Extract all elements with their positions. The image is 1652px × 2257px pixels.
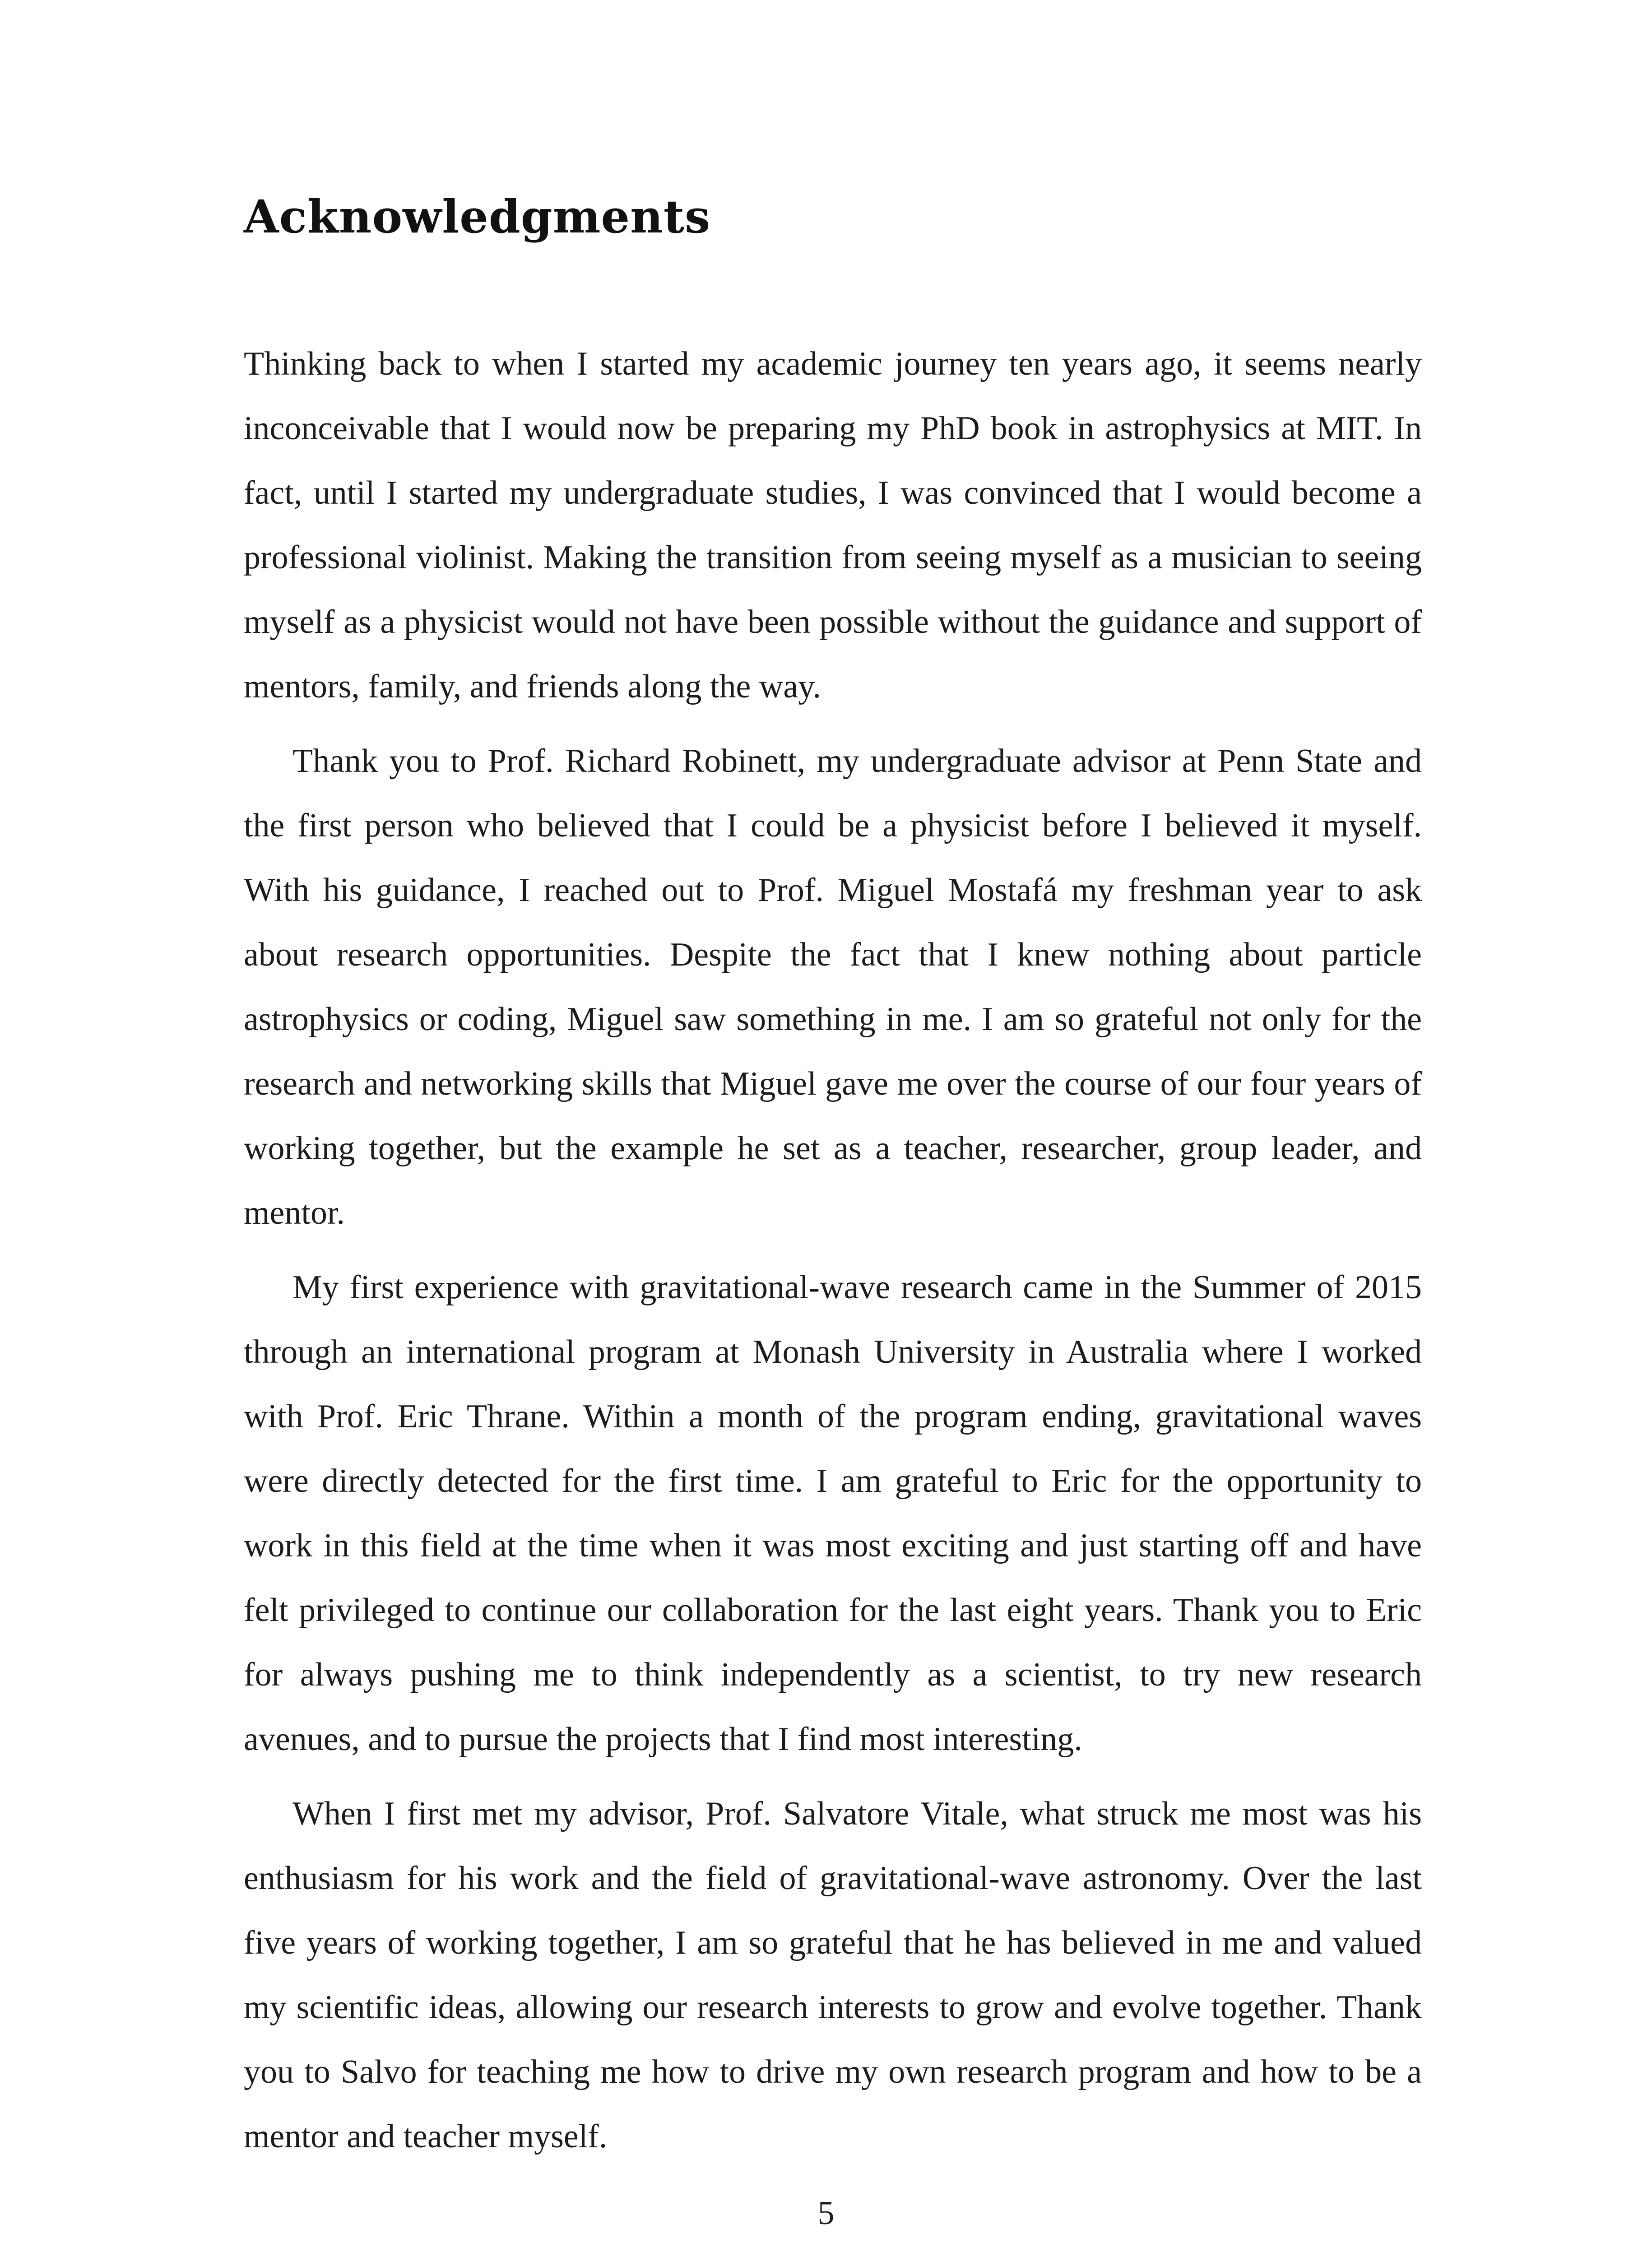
paragraph: Thank you to Prof. Richard Robinett, my undergraduate advisor at Penn State and the first person who believed that I could be a physicist before I believed it myself. With his guidance, I reached out to Prof. Miguel Mostafá my freshman year to ask about research opportunities. Despite the fact that I knew nothing about particle astrophysics or coding, Miguel saw something in me. I am so grateful not only for the research and networking skills that Miguel gave me over the course of our four years of working together, but the example he set as a teacher, researcher, group leader, and mentor. — [244, 743, 1422, 1231]
paragraph: My first experience with gravitational-wave research came in the Summer of 2015 through an international program at Monash University in Australia where I worked with Prof. Eric Thrane. Within a month of the program ending, gravitational waves were directly detected for the first time. I am grateful to Eric for the opportunity to work in this field at the time when it was most exciting and just starting off and have felt privileged to continue our collaboration for the last eight years. Thank you to Eric for always pushing me to think independently as a scientist, to try new research avenues, and to pursue the projects that I find most interesting. — [244, 1269, 1422, 1758]
paragraph: Thinking back to when I started my academic journey ten years ago, it seems nearly inconceivable that I would now be preparing my PhD book in astrophysics at MIT. In fact, until I started my undergraduate studies, I was convinced that I would become a professional violinist. Making the transition from seeing myself as a musician to seeing myself as a physicist would not have been possible without the guidance and support of mentors, family, and friends along the way. — [244, 345, 1422, 705]
body-text — [244, 332, 1422, 2179]
page-number: 5 — [817, 2195, 835, 2232]
paragraph: When I first met my advisor, Prof. Salvatore Vitale, what struck me most was his enthusiasm for his work and the field of gravitational-wave astronomy. Over the last five years of working together, I am so grateful that he has believed in me and valued my scientific ideas, allowing our research interests to grow and evolve together. Thank you to Salvo for teaching me how to drive my own research program and how to be a mentor and teacher myself. — [244, 1795, 1422, 2155]
section-heading: Acknowledgments — [244, 190, 711, 243]
